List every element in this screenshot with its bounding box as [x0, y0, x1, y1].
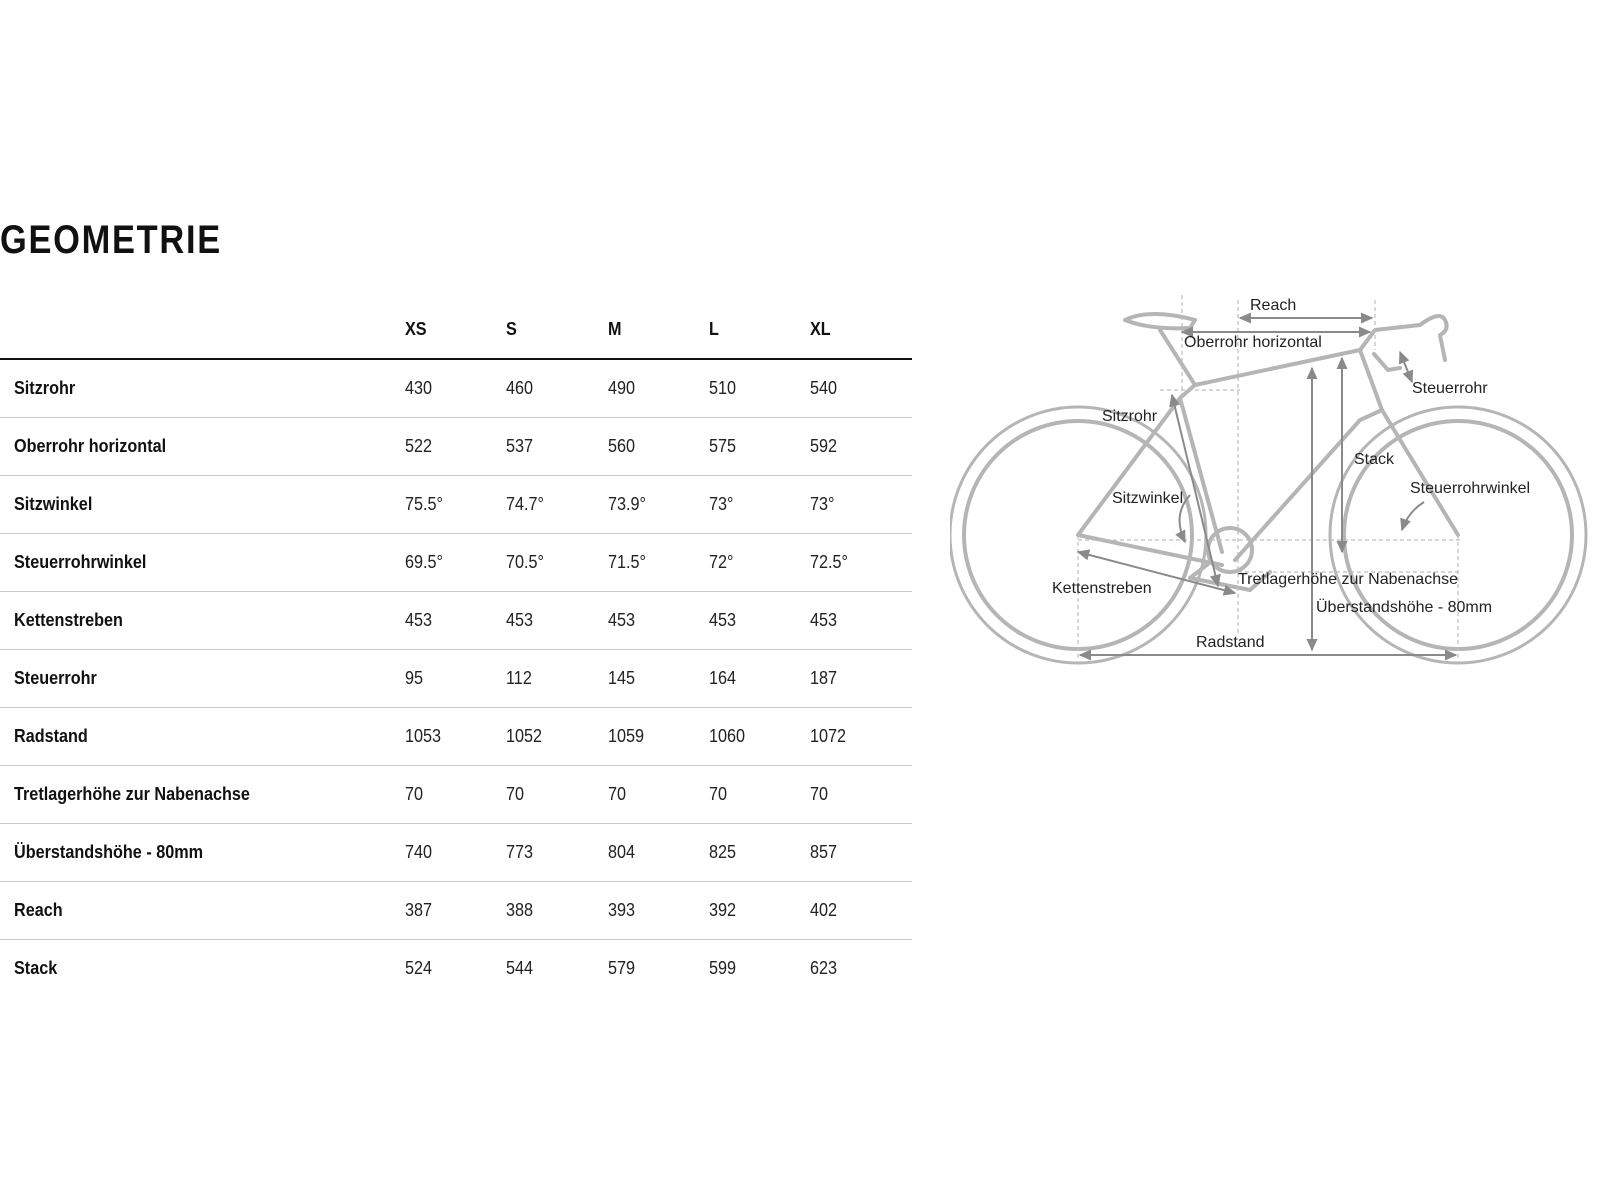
cell-value: 402 — [810, 882, 912, 940]
label-stack: Stack — [1354, 451, 1395, 468]
label-sitzwinkel: Sitzwinkel — [1112, 490, 1184, 507]
cell-value: 825 — [709, 824, 810, 882]
cell-value: 540 — [810, 359, 912, 418]
cell-value: 72.5° — [810, 534, 912, 592]
label-tretlagerhoehe: Tretlagerhöhe zur Nabenachse — [1238, 571, 1458, 588]
cell-value: 453 — [709, 592, 810, 650]
cell-value: 73.9° — [608, 476, 710, 534]
cell-value: 70 — [709, 766, 810, 824]
cell-value: 71.5° — [608, 534, 710, 592]
table-row — [0, 359, 912, 418]
table-row — [0, 708, 912, 766]
cell-value: 1052 — [506, 708, 608, 766]
row-label: Radstand — [0, 708, 405, 766]
cell-value: 453 — [810, 592, 912, 650]
cell-value: 430 — [405, 359, 507, 418]
row-label: Tretlagerhöhe zur Nabenachse — [0, 766, 405, 824]
cell-value: 560 — [608, 418, 710, 476]
size-header-xl: XL — [810, 300, 912, 359]
cell-value: 460 — [506, 359, 608, 418]
geometry-table — [0, 300, 912, 997]
cell-value: 537 — [506, 418, 608, 476]
cell-value: 453 — [608, 592, 710, 650]
cell-value: 522 — [405, 418, 507, 476]
table-row — [0, 824, 912, 882]
cell-value: 524 — [404, 958, 432, 978]
geometry-table-body — [0, 359, 912, 997]
table-row — [0, 476, 912, 534]
size-header-xs: XS — [405, 300, 507, 359]
label-kettenstreben: Kettenstreben — [1052, 580, 1152, 597]
row-label: Steuerrohrwinkel — [0, 534, 405, 592]
cell-value: 1053 — [405, 708, 507, 766]
label-ueberstandshoehe: Überstandshöhe - 80mm — [1316, 599, 1493, 616]
bike-geometry-diagram — [950, 290, 1600, 690]
table-row — [0, 592, 912, 650]
cell-value: 490 — [608, 359, 710, 418]
row-label: Überstandshöhe - 80mm — [0, 824, 405, 882]
cell-value: 857 — [810, 824, 912, 882]
cell-value: 164 — [709, 650, 810, 708]
label-sitzrohr: Sitzrohr — [1102, 408, 1158, 425]
cell-value: 1072 — [810, 708, 912, 766]
cell-value: 599 — [709, 958, 737, 978]
cell-value: 75.5° — [405, 476, 507, 534]
table-row — [0, 650, 912, 708]
cell-value: 95 — [405, 650, 507, 708]
cell-value: 579 — [607, 958, 635, 978]
row-label: Sitzwinkel — [0, 476, 405, 534]
cell-value: 145 — [608, 650, 710, 708]
row-label: Steuerrohr — [0, 650, 405, 708]
table-header-row — [0, 300, 912, 359]
cell-value: 393 — [608, 882, 710, 940]
page-title: GEOMETRIE — [0, 218, 222, 262]
cell-value: 112 — [506, 650, 608, 708]
cell-value: 70 — [810, 766, 912, 824]
cell-value: 73° — [810, 476, 912, 534]
size-header-m: M — [608, 300, 710, 359]
label-reach: Reach — [1250, 297, 1297, 314]
size-header-l: L — [709, 300, 810, 359]
table-row — [0, 534, 912, 592]
row-label: Kettenstreben — [0, 592, 405, 650]
table-row — [0, 882, 912, 940]
cell-value: 74.7° — [506, 476, 608, 534]
cell-value: 1059 — [608, 708, 710, 766]
row-label: Oberrohr horizontal — [0, 418, 405, 476]
cell-value: 1060 — [709, 708, 810, 766]
bike-diagram-svg — [950, 290, 1600, 690]
cell-value: 453 — [405, 592, 507, 650]
cell-value: 70 — [608, 766, 710, 824]
cell-value: 388 — [506, 882, 608, 940]
label-steuerrohr: Steuerrohr — [1412, 380, 1488, 397]
cell-value: 72° — [709, 534, 810, 592]
cell-value: 510 — [709, 359, 810, 418]
cell-value: 575 — [709, 418, 810, 476]
cell-value: 804 — [608, 824, 710, 882]
cell-value: 773 — [506, 824, 608, 882]
cell-value: 70 — [506, 766, 608, 824]
size-header-s: S — [506, 300, 608, 359]
cell-value: 69.5° — [405, 534, 507, 592]
row-label: Sitzrohr — [0, 359, 405, 418]
label-steuerrohrwinkel: Steuerrohrwinkel — [1410, 480, 1531, 497]
label-radstand: Radstand — [1196, 634, 1265, 651]
cell-value: 392 — [709, 882, 810, 940]
table-row — [0, 940, 912, 998]
cell-value: 740 — [405, 824, 507, 882]
cell-value: 387 — [405, 882, 507, 940]
header-corner — [0, 300, 405, 359]
row-label: Stack — [14, 958, 58, 978]
cell-value: 70 — [405, 766, 507, 824]
cell-value: 544 — [506, 958, 534, 978]
table-row — [0, 418, 912, 476]
label-oberrohr-horizontal: Oberrohr horizontal — [1184, 334, 1322, 351]
cell-value: 453 — [506, 592, 608, 650]
table-row — [0, 766, 912, 824]
row-label: Reach — [0, 882, 405, 940]
cell-value: 187 — [810, 650, 912, 708]
cell-value: 70.5° — [506, 534, 608, 592]
cell-value: 592 — [810, 418, 912, 476]
cell-value: 73° — [709, 476, 810, 534]
cell-value: 623 — [810, 958, 838, 978]
